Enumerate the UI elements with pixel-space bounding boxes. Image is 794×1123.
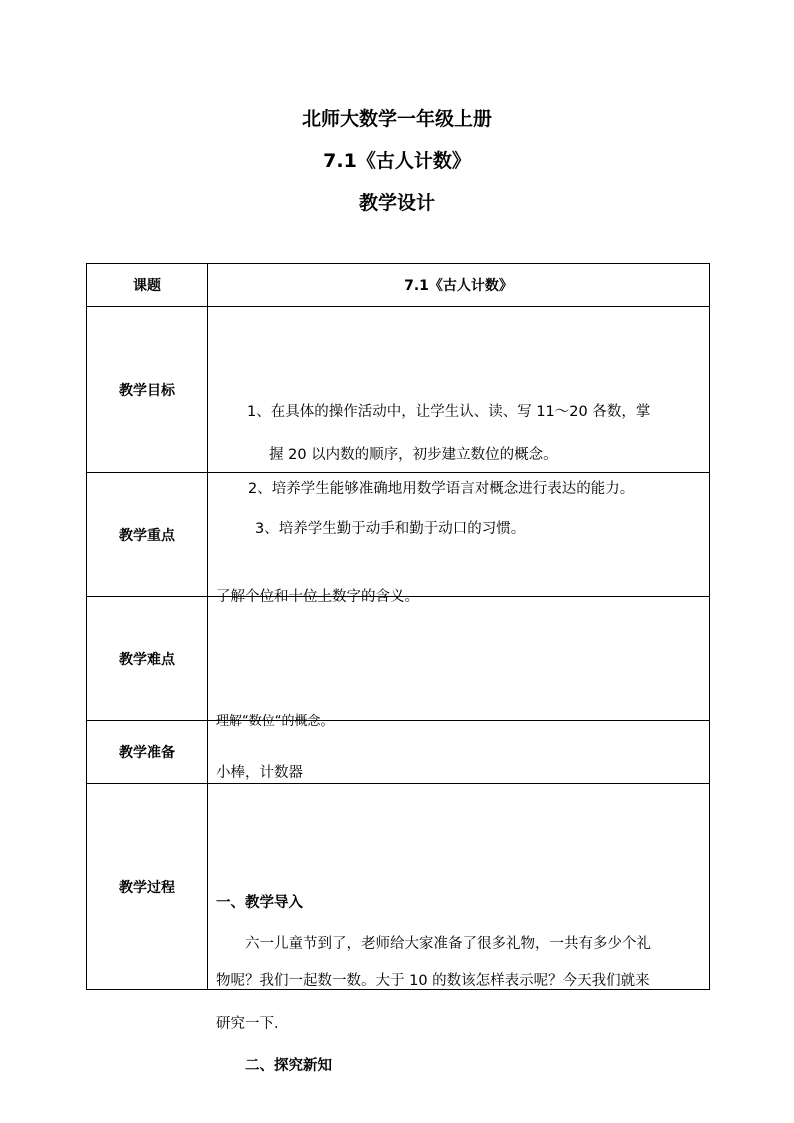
table-row-process xyxy=(87,784,710,990)
process-section-explore: 二、探究新知 xyxy=(245,1057,332,1074)
table-row-goals xyxy=(87,307,710,473)
table-row-difficulty xyxy=(87,597,710,721)
difficulty-text: 理解“数位“的概念。 xyxy=(216,713,334,729)
process-cell xyxy=(208,784,710,1074)
goals-label: 教学目标 xyxy=(87,307,208,473)
lesson-plan-table xyxy=(86,263,710,1074)
table-row-topic xyxy=(87,264,710,307)
document-title-lesson: 7.1《古人计数》 xyxy=(323,150,471,172)
preparation-text: 小棒，计数器 xyxy=(216,765,303,781)
process-label: 教学过程 xyxy=(87,784,208,990)
table-row-preparation xyxy=(87,721,710,784)
topic-label: 课题 xyxy=(87,264,208,307)
topic-value: 7.1《古人计数》 xyxy=(208,264,710,307)
key-points-text: 了解个位和十位上数字的含义。 xyxy=(216,588,419,605)
difficulty-label: 教学难点 xyxy=(87,597,208,721)
goal-line-2: 握 20 以内数的顺序，初步建立数位的概念。 xyxy=(269,446,558,463)
goal-line-1: 1、在具体的操作活动中，让学生认、读、写 11～20 各数，掌 xyxy=(247,403,651,420)
goal-line-3: 2、培养学生能够准确地用数学语言对概念进行表达的能力。 xyxy=(248,480,635,497)
goal-line-4: 3、培养学生勤于动手和勤于动口的习惯。 xyxy=(255,520,526,537)
document-title-series: 北师大数学一年级上册 xyxy=(301,108,492,130)
process-paragraph-line-1: 六一儿童节到了，老师给大家准备了很多礼物，一共有多少个礼 xyxy=(245,935,651,952)
process-section-intro: 一、教学导入 xyxy=(216,894,303,911)
difficulty-cell xyxy=(208,597,710,729)
preparation-label: 教学准备 xyxy=(87,721,208,784)
goals-cell xyxy=(208,307,710,537)
document-title-type: 教学设计 xyxy=(358,192,435,214)
key-points-label: 教学重点 xyxy=(87,473,208,597)
process-paragraph-line-2: 物呢？我们一起数一数。大于 10 的数该怎样表示呢？今天我们就来 xyxy=(216,972,650,989)
process-paragraph-line-3: 研究一下． xyxy=(216,1015,289,1032)
